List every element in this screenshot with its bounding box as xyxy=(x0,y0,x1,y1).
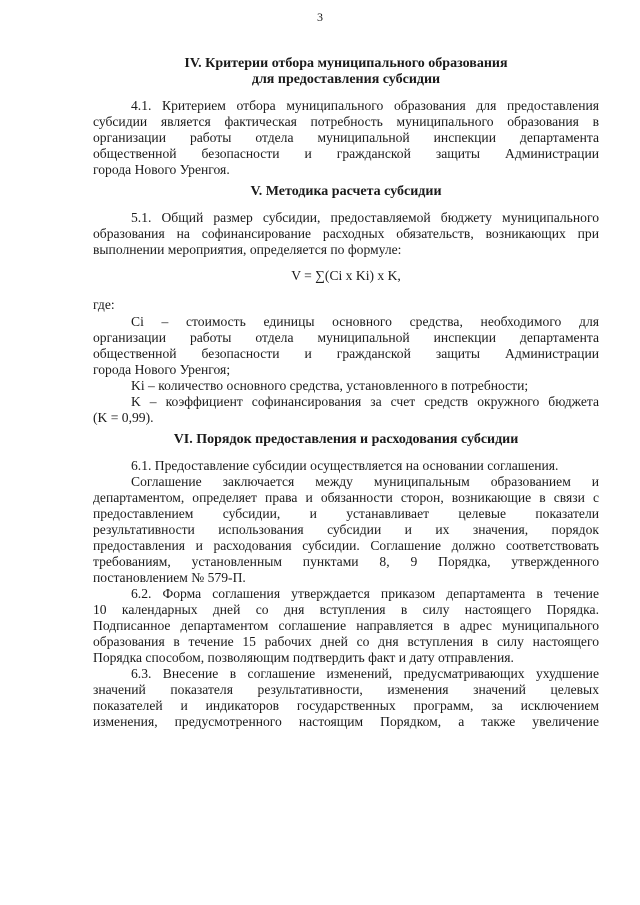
text-line: образования в течение 15 рабочих дней со дня вступления в силу настоящего xyxy=(93,634,599,649)
text-line: субсидии является фактическая потребность муниципального образования в xyxy=(93,114,599,129)
text-line: 10 календарных дней со дня вступления в силу настоящего Порядка. xyxy=(93,602,599,617)
text-line: предоставлением субсидии, и устанавливает целевые показатели xyxy=(93,506,599,521)
text-line: организации работы отдела муниципальной инспекции департамента xyxy=(93,330,599,345)
text-line: департаментом, определяет права и обязанности сторон, возникающие в связи с xyxy=(93,490,599,505)
text-line: общественной безопасности и гражданской защиты Администрации xyxy=(93,146,599,161)
text-line: (K = 0,99). xyxy=(93,410,154,425)
text-line: требованиям, установленным пунктами 8, 9 Порядка, утвержденного xyxy=(93,554,599,569)
text-line: показателей и индикаторов государственных программ, за исключением xyxy=(93,698,599,713)
text-line: постановлением № 579-П. xyxy=(93,570,246,585)
section-heading-line: VI. Порядок предоставления и расходования субсидии xyxy=(173,432,519,447)
text-line: Соглашение заключается между муниципальным образованием и xyxy=(131,474,599,489)
text-line: выполнении мероприятия, определяется по формуле: xyxy=(93,242,402,257)
section-heading-line: для предоставления субсидии xyxy=(251,72,441,87)
text-line: 6.2. Форма соглашения утверждается приказом департамента в течение xyxy=(131,586,599,601)
text-line: образования на софинансирование расходных обязательств, возникающих при xyxy=(93,226,599,241)
text-line: K – коэффициент софинансирования за счет средств окружного бюджета xyxy=(131,394,599,409)
text-line: предоставления и расходования субсидии. Соглашение должно соответствовать xyxy=(93,538,599,553)
text-line: общественной безопасности и гражданской защиты Администрации xyxy=(93,346,599,361)
text-line: 6.1. Предоставление субсидии осуществляется на основании соглашения. xyxy=(131,458,559,473)
text-line: города Нового Уренгоя. xyxy=(93,162,230,177)
text-line: 6.3. Внесение в соглашение изменений, предусматривающих ухудшение xyxy=(131,666,599,681)
text-line: города Нового Уренгоя; xyxy=(93,362,231,377)
text-line: организации работы отдела муниципальной инспекции департамента xyxy=(93,130,599,145)
page-number: 3 xyxy=(317,10,323,24)
text-line: значений показателя результативности, изменения значений целевых xyxy=(93,682,599,697)
formula-line: V = ∑(Ci x Ki) x K, xyxy=(291,268,401,283)
text-line: 4.1. Критерием отбора муниципального образования для предоставления xyxy=(131,98,599,113)
text-line: изменения, предусмотренного настоящим Порядком, а также увеличение xyxy=(93,714,599,729)
text-line: Ci – стоимость единицы основного средства, необходимого для xyxy=(131,314,599,329)
text-line: 5.1. Общий размер субсидии, предоставляемой бюджету муниципального xyxy=(131,210,599,225)
section-heading-line: IV. Критерии отбора муниципального образования xyxy=(184,56,508,71)
text-line: Ki – количество основного средства, установленного в потребности; xyxy=(131,378,529,393)
text-line: Подписанное департаментом соглашение направляется в адрес муниципального xyxy=(93,618,599,633)
section-heading-line: V. Методика расчета субсидии xyxy=(250,184,442,199)
text-line: где: xyxy=(93,297,115,312)
text-line: результативности использования субсидии и их значения, порядок xyxy=(93,522,599,537)
text-line: Порядка способом, позволяющим подтвердить факт и дату отправления. xyxy=(93,650,514,665)
